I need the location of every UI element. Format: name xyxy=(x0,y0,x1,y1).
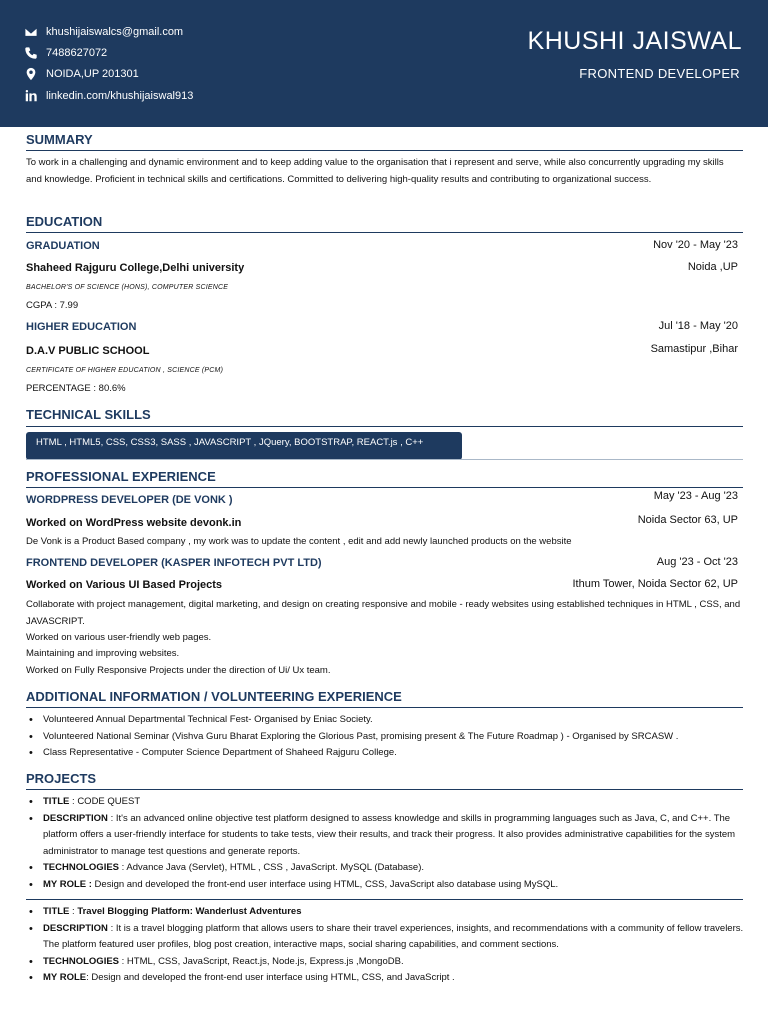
education-place: Samastipur ,Bihar xyxy=(650,343,738,355)
experience-headline: Worked on WordPress website devonk.in xyxy=(26,517,242,529)
project-description: : It is a travel blogging platform that allows users to share their travel experiences, insights, and recommendations with a community of fellow travelers. The platform featured user profiles, blog post creation, interactive maps, social sharing capabilities, and comment sections. xyxy=(43,922,744,950)
phone-text: 7488627072 xyxy=(46,47,108,59)
experience-line: Maintaining and improving websites. xyxy=(26,648,180,659)
list-item: • Class Representative - Computer Science Department of Shaheed Rajguru College. xyxy=(43,745,758,762)
project-item xyxy=(26,904,758,987)
list-item: • Volunteered National Seminar (Vishva Guru Bharat Exploring the Glorious Past, promising present & The Future Roadmap ) - Organised by SRCASW . xyxy=(43,729,758,746)
linkedin-icon xyxy=(24,89,38,103)
divider xyxy=(26,899,743,900)
experience-dates: May '23 - Aug '23 xyxy=(653,490,738,502)
experience-place: Ithum Tower, Noida Sector 62, UP xyxy=(572,578,738,590)
contact-email[interactable] xyxy=(24,25,183,39)
label: TITLE xyxy=(43,796,70,807)
section-title-additional: ADDITIONAL INFORMATION / VOLUNTEERING EXPERIENCE xyxy=(26,689,743,708)
label: TECHNOLOGIES xyxy=(43,862,120,873)
project-title: CODE QUEST xyxy=(77,796,141,807)
project-item xyxy=(26,794,758,893)
linkedin-text: linkedin.com/khushijaiswal913 xyxy=(46,90,194,102)
label: DESCRIPTION xyxy=(43,812,108,824)
list-item: • Volunteered Annual Departmental Technical Fest- Organised by Eniac Society. xyxy=(43,712,758,729)
experience-dates: Aug '23 - Oct '23 xyxy=(656,556,738,568)
project-title-row xyxy=(43,794,758,811)
project-role-row xyxy=(43,970,758,987)
education-score: CGPA : 7.99 xyxy=(26,300,79,311)
label: MY ROLE : xyxy=(43,878,92,890)
education-dates: Nov '20 - May '23 xyxy=(653,239,738,251)
section-title-skills: TECHNICAL SKILLS xyxy=(26,407,151,422)
contact-phone[interactable] xyxy=(24,46,107,60)
education-level: GRADUATION xyxy=(26,240,100,252)
education-degree: CERTIFICATE OF HIGHER EDUCATION , SCIENCE (PCM) xyxy=(26,367,224,374)
section-title-projects: PROJECTS xyxy=(26,771,743,790)
location-pin-icon xyxy=(24,67,38,81)
education-place: Noida ,UP xyxy=(687,261,738,273)
phone-icon xyxy=(24,46,38,60)
experience-line: De Vonk is a Product Based company , my work was to update the content , edit and add newly launched products on the website xyxy=(26,536,572,547)
skills-list: HTML , HTML5, CSS, CSS3, SASS , JAVASCRIPT , JQuery, BOOTSTRAP, REACT.js , C++ xyxy=(26,432,462,460)
contact-location xyxy=(24,67,139,81)
project-technologies: : Advance Java (Servlet), HTML , CSS , JavaScript. MySQL (Database). xyxy=(119,862,424,873)
project-title: Travel Blogging Platform: Wanderlust Adventures xyxy=(77,906,302,917)
contact-linkedin[interactable] xyxy=(24,89,193,103)
experience-line: Collaborate with project management, digital marketing, and design on creating responsive and mobile - ready websites using established techniques in HTML , CSS, and JAVASCRIPT. xyxy=(26,599,741,627)
candidate-role: FRONTEND DEVELOPER xyxy=(579,66,740,81)
divider xyxy=(26,459,743,460)
experience-role: WORDPRESS DEVELOPER (DE VONK ) xyxy=(26,494,233,506)
experience-headline: Worked on Various UI Based Projects xyxy=(26,579,223,591)
education-score: PERCENTAGE : 80.6% xyxy=(26,383,126,394)
label: DESCRIPTION xyxy=(43,922,108,934)
experience-role: FRONTEND DEVELOPER (KASPER INFOTECH PVT LTD) xyxy=(26,557,322,569)
project-technologies: : HTML, CSS, JavaScript, React.js, Node.js, Express.js ,MongoDB. xyxy=(119,955,404,967)
section-title-summary: SUMMARY xyxy=(26,132,743,151)
education-school: D.A.V PUBLIC SCHOOL xyxy=(26,345,150,357)
education-level: HIGHER EDUCATION xyxy=(26,321,137,333)
education-school: Shaheed Rajguru College,Delhi university xyxy=(26,262,245,274)
candidate-name: KHUSHI JAISWAL xyxy=(527,27,742,55)
location-text: NOIDA,UP 201301 xyxy=(46,68,139,80)
resume-header xyxy=(0,0,768,127)
section-title-experience: PROFESSIONAL EXPERIENCE xyxy=(26,469,743,488)
divider xyxy=(26,426,743,427)
project-description-row xyxy=(43,921,758,954)
education-dates: Jul '18 - May '20 xyxy=(658,320,738,332)
project-role: : Design and developed the front-end user interface using HTML, CSS, and JavaScript . xyxy=(86,972,455,983)
experience-line: Worked on Fully Responsive Projects under the direction of Ui/ Ux team. xyxy=(26,665,331,676)
separator: : xyxy=(69,796,78,807)
experience-line: Worked on various user-friendly web pages. xyxy=(26,632,212,643)
project-role-row xyxy=(43,877,758,894)
label: TECHNOLOGIES xyxy=(43,955,120,967)
email-text: khushijaiswalcs@gmail.com xyxy=(46,26,184,38)
experience-place: Noida Sector 63, UP xyxy=(637,514,738,526)
email-icon xyxy=(24,25,38,39)
project-description-row xyxy=(43,811,758,861)
project-technologies-row xyxy=(43,860,758,877)
label: MY ROLE xyxy=(43,972,87,983)
education-degree: BACHELOR'S OF SCIENCE (HONS), COMPUTER SCIENCE xyxy=(26,284,229,291)
additional-list xyxy=(26,712,758,762)
project-description: : It's an advanced online objective test platform designed to assess knowledge and skills in programming languages such as Java, C, and C++. The platform offers a user-friendly interface for students to take tests, view their results, and track their progress. It also provides administrative capabilities for the system administrator to manage test questions and generate reports. xyxy=(43,812,736,857)
section-title-education: EDUCATION xyxy=(26,214,743,233)
summary-text: To work in a challenging and dynamic environment and to keep adding value to the organisation that i represent and serve, while also concurrently upgrading my skills and knowledge. Proficient in technical skills and certifications. Committed to delivering high-quality results and contributing to organizational success. xyxy=(26,157,724,185)
label: TITLE xyxy=(43,906,70,917)
separator: : xyxy=(69,906,78,917)
project-title-row xyxy=(43,904,758,921)
project-technologies-row xyxy=(43,954,758,971)
project-role: Design and developed the front-end user interface using HTML, CSS, JavaScript also database using MySQL. xyxy=(91,878,559,890)
